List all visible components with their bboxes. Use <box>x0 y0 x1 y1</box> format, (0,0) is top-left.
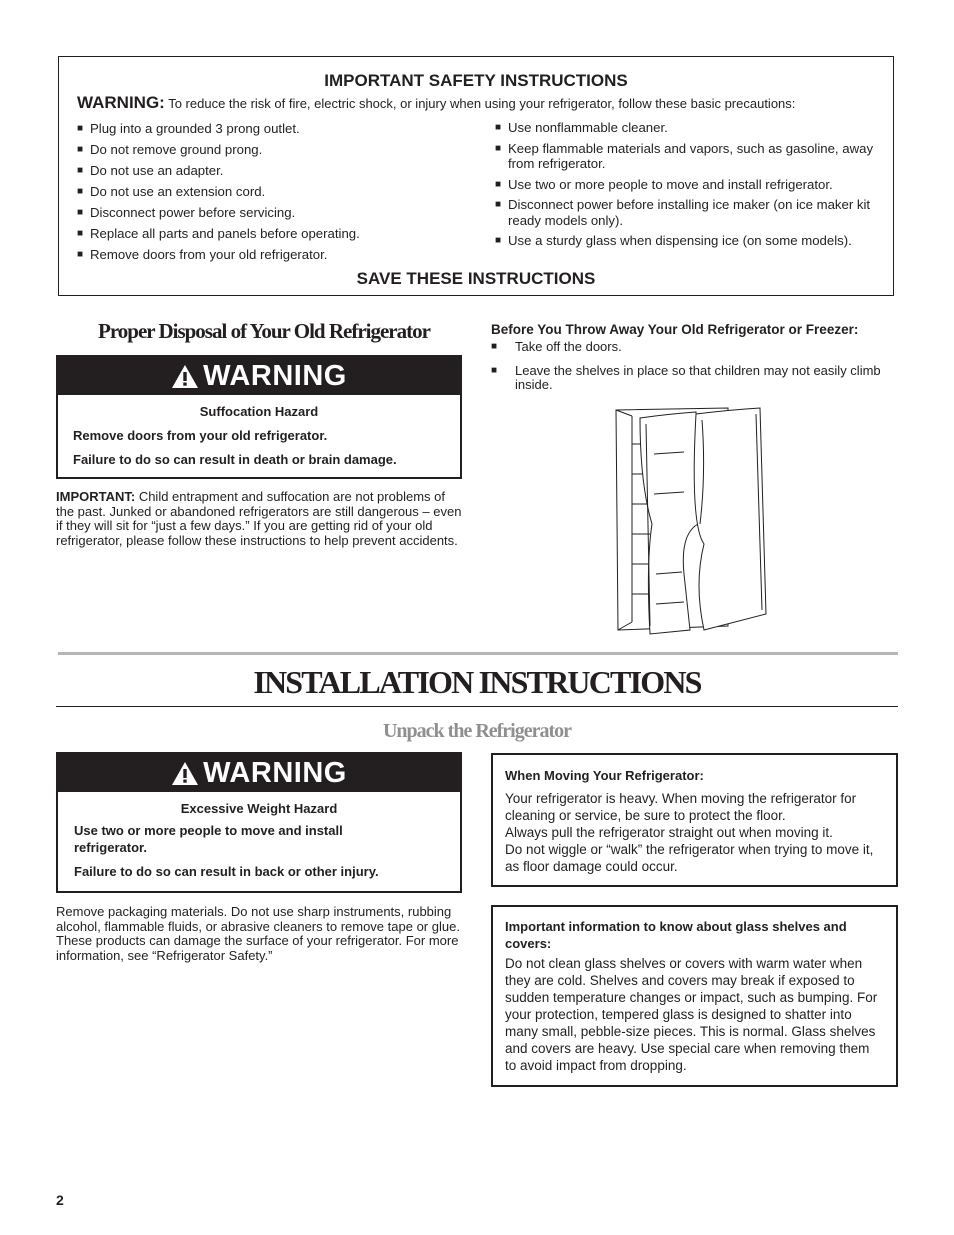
warning-line: Failure to do so can result in death or brain damage. <box>73 452 397 467</box>
important-paragraph <box>56 490 464 548</box>
refrigerator-illustration <box>610 404 770 636</box>
safety-instructions-box <box>58 56 894 296</box>
warning-line: Failure to do so can result in back or other injury. <box>74 864 379 879</box>
moving-title: When Moving Your Refrigerator: <box>505 768 704 783</box>
remove-packaging-paragraph: Remove packaging materials. Do not use sharp instruments, rubbing alcohol, flammable fluids, or abrasive cleaners to remove tape or glue. These products can damage the surface of your refrigerator. For more information, see “Refrigerator Safety.” <box>56 904 460 963</box>
title-underline <box>56 706 898 707</box>
safety-list-left <box>77 121 477 268</box>
warning-banner <box>58 754 460 792</box>
list-item: ■ Do not use an adapter. <box>77 163 477 179</box>
warning-triangle-icon <box>171 364 199 389</box>
throw-away-list <box>491 340 891 402</box>
list-item: ■ Disconnect power before installing ice maker (on ice maker kit ready models only). <box>495 197 890 228</box>
list-item: ■ Use two or more people to move and install refrigerator. <box>495 177 890 193</box>
warning-label: WARNING <box>203 359 347 392</box>
weight-warning-box <box>56 752 462 893</box>
glass-shelves-info-box <box>491 905 898 1087</box>
safety-title: IMPORTANT SAFETY INSTRUCTIONS <box>324 71 628 90</box>
hazard-title: Suffocation Hazard <box>199 404 319 419</box>
throw-away-title: Before You Throw Away Your Old Refrigerator or Freezer: <box>491 322 859 337</box>
moving-line: Do not wiggle or “walk” the refrigerator when trying to move it, as floor damage could occur. <box>505 842 874 874</box>
list-item: ■ Do not use an extension cord. <box>77 184 477 200</box>
list-item: ■ Replace all parts and panels before operating. <box>77 226 477 242</box>
unpack-heading: Unpack the Refrigerator <box>382 720 572 742</box>
list-item: ■ Use a sturdy glass when dispensing ice (on some models). <box>495 233 890 249</box>
safety-list-right <box>495 120 890 254</box>
list-item: ■ Use nonflammable cleaner. <box>495 120 890 136</box>
suffocation-warning-box <box>56 355 462 479</box>
list-item: ■ Disconnect power before servicing. <box>77 205 477 221</box>
safety-warning <box>77 93 795 113</box>
warning-banner <box>58 357 460 395</box>
list-item: ■ Keep flammable materials and vapors, such as gasoline, away from refrigerator. <box>495 141 890 172</box>
moving-line: Your refrigerator is heavy. When moving the refrigerator for cleaning or service, be sure to protect the floor. <box>505 791 857 823</box>
section-divider <box>58 652 898 655</box>
glass-body: Do not clean glass shelves or covers with warm water when they are cold. Shelves and covers may break if exposed to sudden temperature changes or impact, such as bumping. For your protection, tempered glass is designed to shatter into many small, pebble-size pieces. This is normal. Glass shelves and covers are heavy. Use special care when removing them to avoid impact from dropping. <box>505 956 878 1073</box>
warning-label: WARNING <box>203 756 347 789</box>
moving-line: Always pull the refrigerator straight out when moving it. <box>505 825 833 840</box>
safety-warning-text: To reduce the risk of fire, electric shock, or injury when using your refrigerator, follow these basic precautions: <box>164 96 796 111</box>
list-item: ■ Remove doors from your old refrigerator. <box>77 247 477 263</box>
important-label: IMPORTANT: <box>56 489 136 504</box>
warning-triangle-icon <box>171 761 199 786</box>
hazard-title: Excessive Weight Hazard <box>180 801 338 816</box>
warning-line: Remove doors from your old refrigerator. <box>73 428 328 443</box>
glass-title: Important information to know about glass shelves and covers: <box>505 919 847 951</box>
important-text: Child entrapment and suffocation are not problems of the past. Junked or abandoned refrigerators are still dangerous – even if they will sit for “just a few days.” If you are getting rid of your old refrigerator, please follow these instructions to help prevent accidents. <box>56 489 462 548</box>
save-instructions: SAVE THESE INSTRUCTIONS <box>356 269 596 288</box>
list-item: ■ Plug into a grounded 3 prong outlet. <box>77 121 477 137</box>
warning-line: Use two or more people to move and install refrigerator. <box>74 823 343 855</box>
page-number: 2 <box>56 1192 64 1208</box>
list-item: ■ Leave the shelves in place so that children may not easily climb inside. <box>491 364 891 393</box>
list-item: ■ Take off the doors. <box>491 340 891 355</box>
list-item: ■ Do not remove ground prong. <box>77 142 477 158</box>
disposal-heading: Proper Disposal of Your Old Refrigerator <box>98 319 430 343</box>
moving-info-box <box>491 753 898 887</box>
safety-warning-label: WARNING: <box>77 93 165 112</box>
installation-title: INSTALLATION INSTRUCTIONS <box>253 664 701 700</box>
